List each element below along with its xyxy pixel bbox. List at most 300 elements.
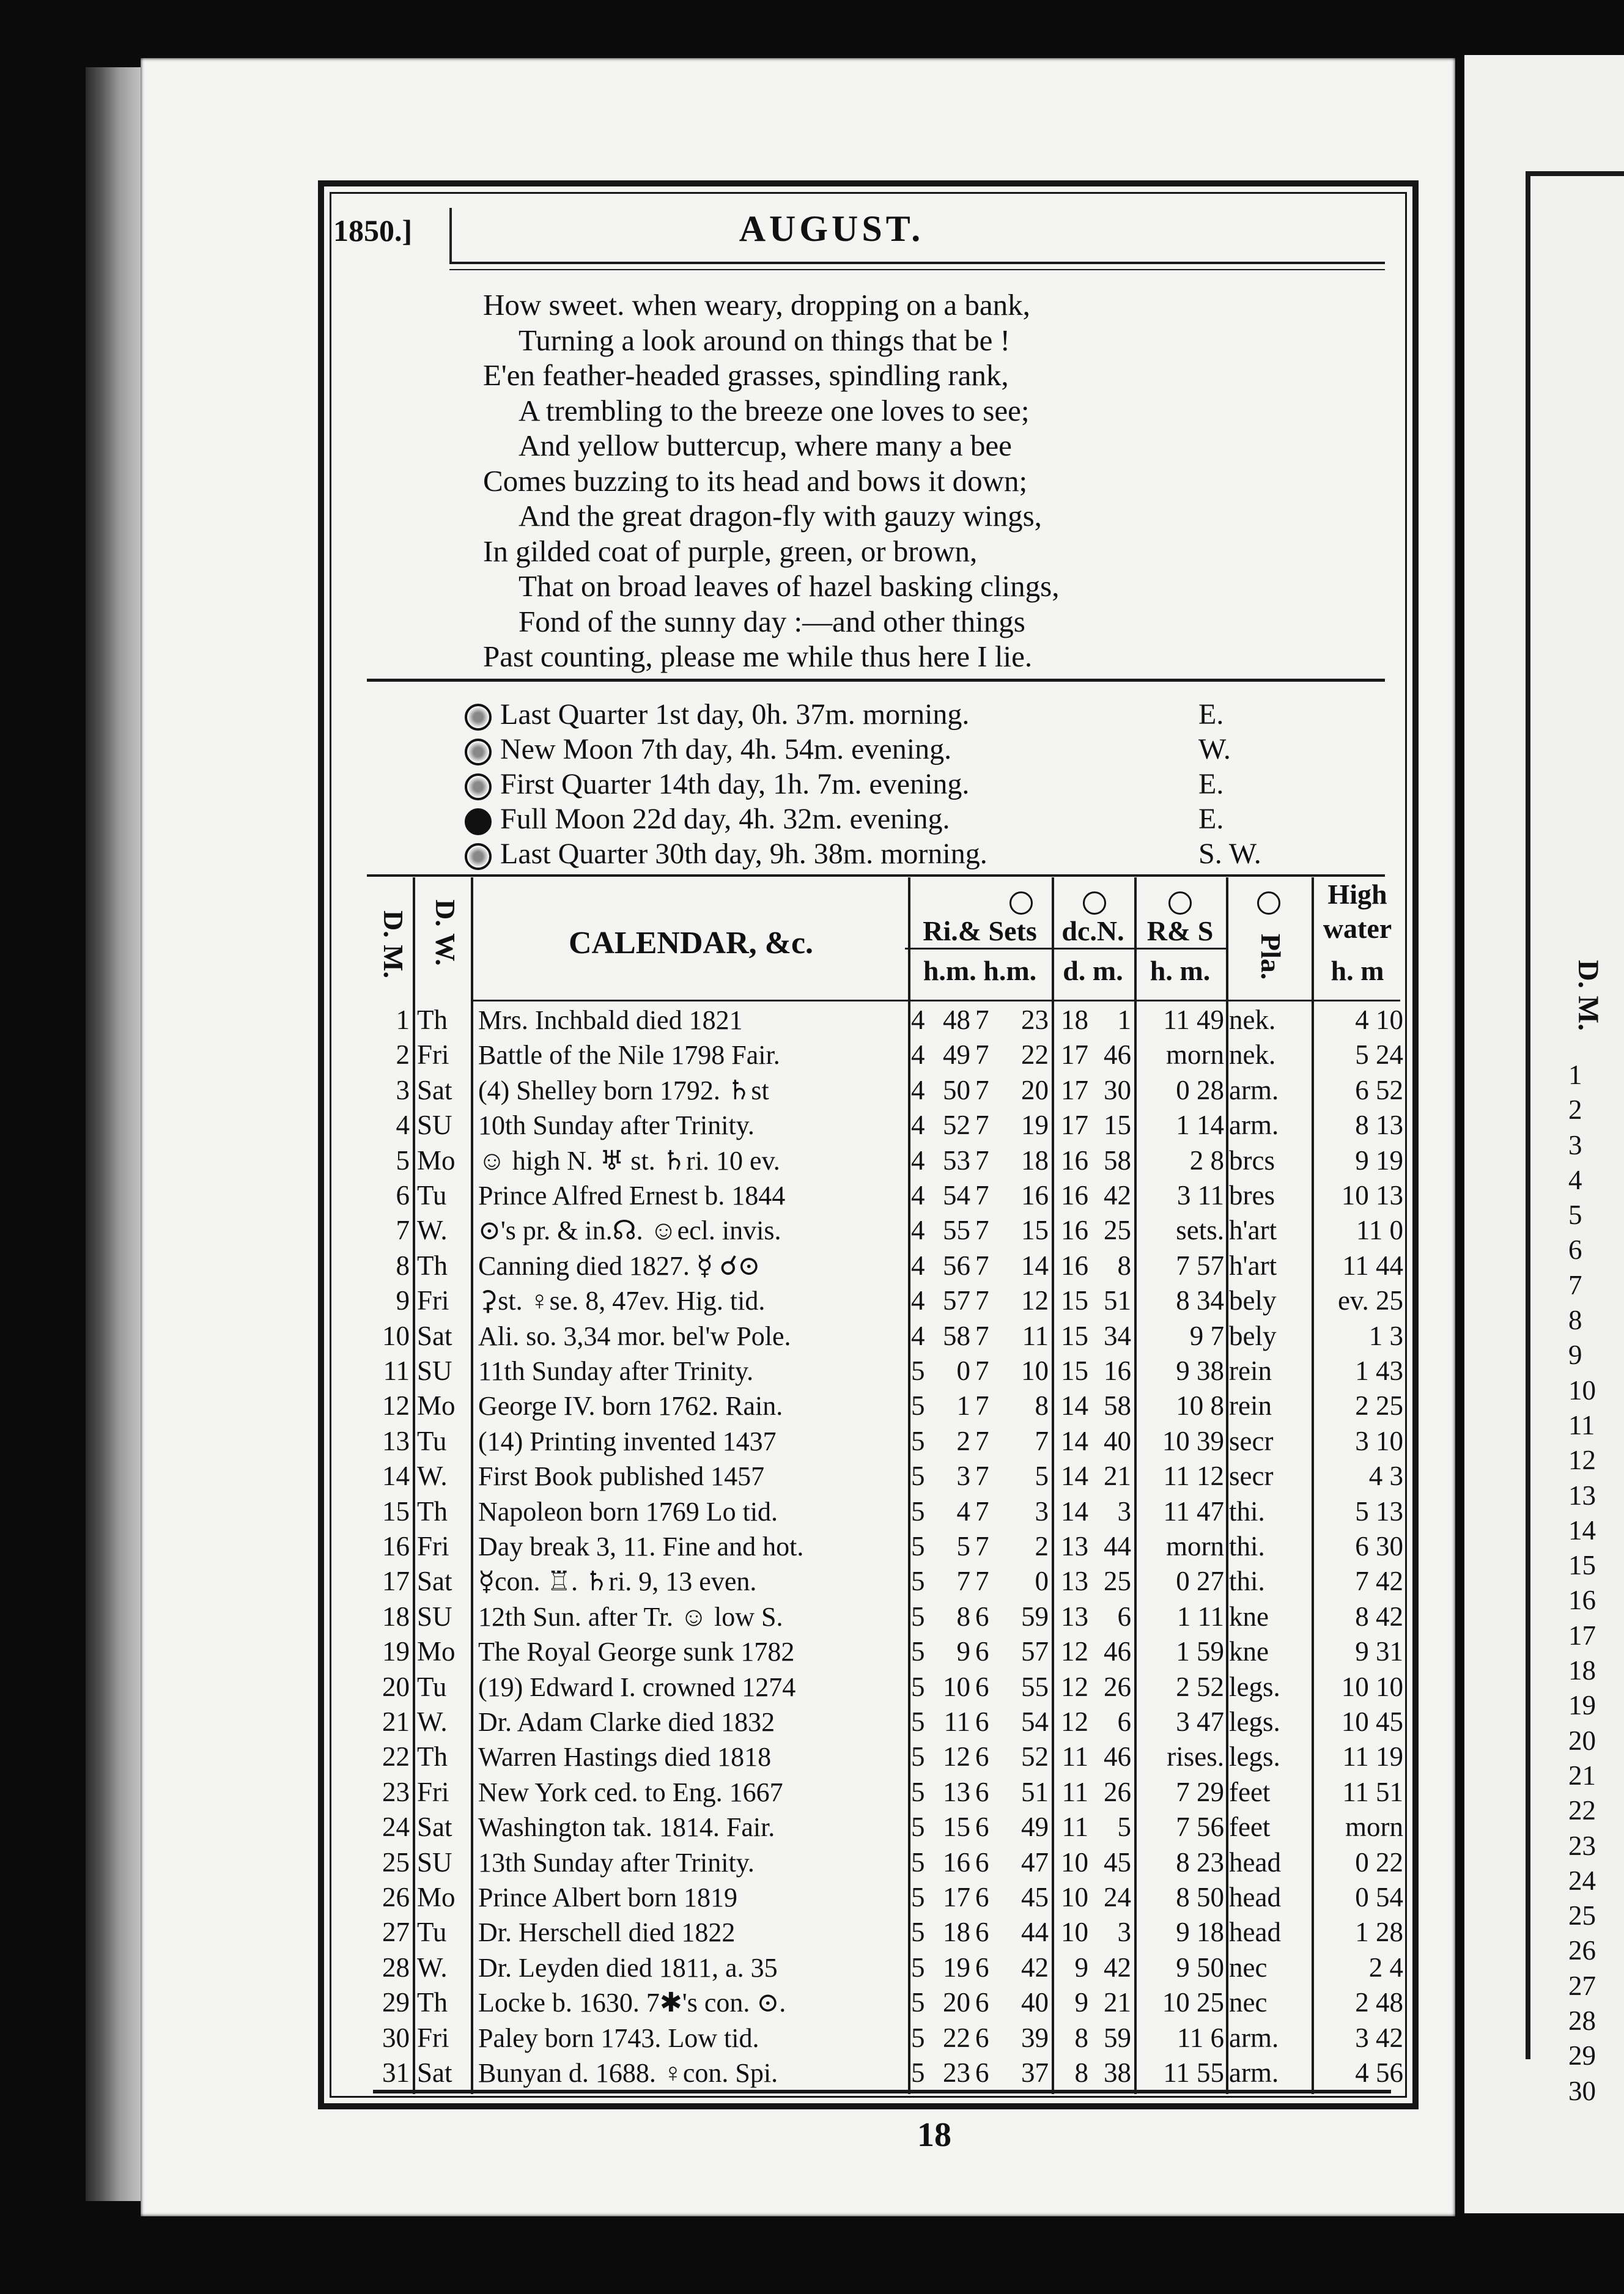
cell-sunset-hour: 6 xyxy=(975,1917,989,1948)
cell-moon-rise-set: 10 39 xyxy=(1162,1425,1224,1456)
cell-day-of-month: 29 xyxy=(382,1987,410,2018)
cell-high-water: 10 45 xyxy=(1341,1706,1403,1737)
cell-declination-degrees: 16 xyxy=(1061,1250,1088,1281)
cell-moon-rise-set: 9 50 xyxy=(1176,1952,1224,1983)
cell-sunrise-hour: 4 xyxy=(911,1180,925,1211)
table-row xyxy=(373,1354,1449,1389)
cell-declination-degrees: 13 xyxy=(1061,1566,1088,1597)
cell-declination-minutes: 44 xyxy=(1104,1531,1131,1562)
cell-day-of-month: 15 xyxy=(382,1496,410,1527)
cell-sunset-hour: 6 xyxy=(975,1671,989,1702)
moon-phase-direction: W. xyxy=(1198,733,1231,765)
cell-day-of-week: Fri xyxy=(417,1531,449,1562)
cell-event: First Book published 1457 xyxy=(478,1461,765,1492)
table-bottom-rule xyxy=(373,2090,1391,2093)
cell-high-water: 2 25 xyxy=(1355,1390,1403,1422)
cell-event: Napoleon born 1769 Lo tid. xyxy=(478,1496,778,1527)
cell-declination-degrees: 14 xyxy=(1061,1496,1088,1527)
cell-sunset-minute: 22 xyxy=(1021,1039,1049,1071)
cell-moon-rise-set: 10 25 xyxy=(1162,1987,1224,2018)
cell-event: 13th Sunday after Trinity. xyxy=(478,1847,755,1878)
cell-sunset-hour: 7 xyxy=(975,1074,989,1105)
cell-declination-degrees: 15 xyxy=(1061,1320,1088,1351)
phases-rule xyxy=(367,874,1385,877)
cell-sunrise-hour: 5 xyxy=(911,1636,925,1667)
cell-moon-place: h'art xyxy=(1229,1250,1277,1281)
cell-sunset-minute: 51 xyxy=(1021,1776,1049,1807)
poem-line: That on broad leaves of hazel basking clings, xyxy=(519,569,1060,603)
cell-declination-minutes: 6 xyxy=(1117,1601,1131,1632)
cell-declination-degrees: 10 xyxy=(1061,1882,1088,1912)
cell-sunset-hour: 7 xyxy=(975,1285,989,1316)
cell-sunrise-hour: 5 xyxy=(911,2022,925,2053)
header-sun-hm: h.m. h.m. xyxy=(923,955,1037,986)
table-row xyxy=(373,1775,1449,1810)
cell-day-of-month: 20 xyxy=(382,1671,410,1702)
cell-high-water: morn xyxy=(1345,1812,1403,1843)
sun-icon xyxy=(1003,883,1039,918)
poem-line: Turning a look around on things that be ! xyxy=(519,323,1010,357)
cell-day-of-week: Th xyxy=(417,1496,448,1527)
new-moon-icon xyxy=(465,739,492,765)
cell-sunrise-minute: 48 xyxy=(943,1005,970,1035)
cell-high-water: 2 4 xyxy=(1368,1952,1403,1983)
cell-declination-minutes: 26 xyxy=(1104,1776,1131,1807)
table-row xyxy=(373,1319,1449,1354)
cell-declination-minutes: 30 xyxy=(1104,1074,1131,1105)
cell-moon-rise-set: 8 50 xyxy=(1176,1882,1224,1912)
first-quarter-moon-icon xyxy=(465,773,492,800)
facing-page-day-number: 28 xyxy=(1568,2005,1596,2037)
cell-sunrise-minute: 49 xyxy=(943,1039,970,1071)
moon-phase-text: First Quarter 14th day, 1h. 7m. evening. xyxy=(500,768,970,800)
cell-event: (14) Printing invented 1437 xyxy=(478,1426,777,1456)
facing-page-day-number: 3 xyxy=(1568,1129,1582,1160)
facing-page-day-number: 4 xyxy=(1568,1164,1582,1195)
cell-sunset-minute: 14 xyxy=(1021,1250,1049,1281)
cell-day-of-week: Sat xyxy=(417,1812,452,1843)
cell-sunset-minute: 20 xyxy=(1021,1074,1049,1105)
moon-phase-direction: E. xyxy=(1198,768,1224,800)
table-row xyxy=(373,1389,1449,1423)
cell-declination-minutes: 24 xyxy=(1104,1882,1131,1912)
cell-moon-place: nec xyxy=(1229,1952,1268,1983)
cell-declination-minutes: 21 xyxy=(1104,1461,1131,1492)
cell-event: Dr. Herschell died 1822 xyxy=(478,1917,736,1948)
cell-high-water: 1 43 xyxy=(1355,1355,1403,1386)
cell-declination-minutes: 38 xyxy=(1104,2057,1131,2088)
table-row xyxy=(373,1459,1449,1494)
cell-sunrise-minute: 3 xyxy=(956,1461,970,1492)
cell-day-of-month: 22 xyxy=(382,1741,410,1772)
cell-sunset-minute: 18 xyxy=(1021,1145,1049,1176)
cell-day-of-week: Sat xyxy=(417,2057,452,2088)
facing-page-day-number: 18 xyxy=(1568,1655,1596,1686)
cell-high-water: 11 19 xyxy=(1342,1741,1403,1772)
cell-sunset-hour: 6 xyxy=(975,1601,989,1632)
cell-day-of-month: 10 xyxy=(382,1320,410,1351)
table-row xyxy=(373,1424,1449,1459)
header-declination: dc.N. xyxy=(1061,915,1124,946)
table-row xyxy=(373,1880,1449,1915)
cell-sunrise-minute: 22 xyxy=(943,2022,970,2053)
cell-sunrise-hour: 5 xyxy=(911,1917,925,1948)
page-number: 18 xyxy=(917,2116,951,2154)
facing-page-day-number: 7 xyxy=(1568,1269,1582,1300)
cell-sunrise-minute: 56 xyxy=(943,1250,970,1281)
header-sun-rises-sets: Ri.& Sets xyxy=(923,915,1037,946)
table-row xyxy=(373,1599,1449,1634)
cell-high-water: 1 28 xyxy=(1355,1917,1403,1948)
book-spine-edge xyxy=(86,67,147,2201)
cell-moon-rise-set: 9 38 xyxy=(1176,1355,1224,1386)
cell-event: Canning died 1827. ☿ ☌⊙ xyxy=(478,1250,761,1281)
cell-declination-degrees: 8 xyxy=(1074,2057,1088,2088)
cell-moon-place: head xyxy=(1229,1846,1281,1878)
moon-phases xyxy=(465,697,1321,871)
month-title: AUGUST. xyxy=(739,208,925,249)
cell-sunset-hour: 7 xyxy=(975,1531,989,1562)
cell-moon-place: thi. xyxy=(1229,1531,1265,1562)
cell-sunset-minute: 23 xyxy=(1021,1005,1049,1035)
moon-phase-text: New Moon 7th day, 4h. 54m. evening. xyxy=(500,733,952,765)
cell-event: Paley born 1743. Low tid. xyxy=(478,2023,759,2053)
moon-phase-direction: E. xyxy=(1198,698,1224,731)
cell-sunset-hour: 6 xyxy=(975,1952,989,1983)
cell-declination-degrees: 16 xyxy=(1061,1215,1088,1246)
cell-event: Dr. Leyden died 1811, a. 35 xyxy=(478,1952,778,1983)
cell-day-of-month: 17 xyxy=(382,1566,410,1597)
cell-sunrise-hour: 5 xyxy=(911,1952,925,1983)
cell-sunrise-hour: 4 xyxy=(911,1320,925,1351)
cell-sunset-hour: 7 xyxy=(975,1425,989,1456)
facing-page-dm-header: D. M. xyxy=(1572,960,1604,1031)
header-rule xyxy=(449,262,1385,264)
moon-icon xyxy=(1162,883,1198,918)
cell-high-water: 0 54 xyxy=(1355,1882,1403,1912)
cell-moon-place: secr xyxy=(1229,1425,1274,1456)
cell-sunset-hour: 6 xyxy=(975,1741,989,1772)
cell-high-water: 9 19 xyxy=(1355,1145,1403,1176)
cell-moon-place: arm. xyxy=(1229,1074,1279,1105)
cell-moon-place: legs. xyxy=(1229,1706,1280,1737)
cell-sunrise-minute: 57 xyxy=(943,1285,970,1316)
cell-sunrise-minute: 5 xyxy=(956,1531,970,1562)
cell-sunrise-hour: 5 xyxy=(911,1776,925,1807)
cell-declination-minutes: 45 xyxy=(1104,1846,1131,1878)
cell-sunset-minute: 7 xyxy=(1035,1425,1049,1456)
cell-day-of-month: 4 xyxy=(396,1110,410,1141)
cell-high-water: 8 42 xyxy=(1355,1601,1403,1632)
cell-sunset-minute: 42 xyxy=(1021,1952,1049,1983)
facing-page-day-number: 12 xyxy=(1568,1445,1596,1476)
table-row xyxy=(373,1283,1449,1318)
cell-moon-place: kne xyxy=(1229,1636,1269,1667)
cell-sunrise-hour: 5 xyxy=(911,2057,925,2088)
poem-line: Fond of the sunny day :—and other things xyxy=(519,604,1025,638)
cell-moon-place: arm. xyxy=(1229,1110,1279,1141)
cell-sunrise-hour: 5 xyxy=(911,1706,925,1737)
cell-moon-place: feet xyxy=(1229,1776,1271,1807)
cell-sunrise-minute: 18 xyxy=(943,1917,970,1948)
facing-page-day-number: 24 xyxy=(1568,1865,1596,1896)
header-high-water-hm: h. m xyxy=(1331,955,1384,986)
poem-line: And yellow buttercup, where many a bee xyxy=(519,429,1012,462)
cell-day-of-week: Fri xyxy=(417,1776,449,1807)
cell-declination-minutes: 26 xyxy=(1104,1671,1131,1702)
moon-place-icon xyxy=(1250,883,1287,918)
cell-sunrise-hour: 5 xyxy=(911,1425,925,1456)
cell-sunset-minute: 15 xyxy=(1021,1215,1049,1246)
table-row xyxy=(373,1213,1449,1248)
cell-day-of-month: 19 xyxy=(382,1636,410,1667)
cell-sunset-minute: 10 xyxy=(1021,1355,1049,1386)
cell-sunset-minute: 5 xyxy=(1035,1461,1049,1492)
cell-sunrise-hour: 5 xyxy=(911,1812,925,1843)
cell-sunrise-hour: 5 xyxy=(911,1390,925,1422)
cell-day-of-week: Sat xyxy=(417,1074,452,1105)
cell-sunset-minute: 44 xyxy=(1021,1917,1049,1948)
cell-high-water: 3 42 xyxy=(1355,2022,1403,2053)
cell-moon-rise-set: 1 11 xyxy=(1176,1601,1224,1632)
poem-line: Past counting, please me while thus here I lie. xyxy=(483,640,1033,673)
cell-event: Mrs. Inchbald died 1821 xyxy=(478,1005,743,1035)
cell-sunset-minute: 2 xyxy=(1035,1531,1049,1562)
cell-sunset-hour: 7 xyxy=(975,1215,989,1246)
cell-day-of-week: W. xyxy=(417,1461,448,1492)
cell-moon-rise-set: 3 11 xyxy=(1176,1180,1224,1211)
header-bottom-rule xyxy=(471,1000,1400,1001)
table-row xyxy=(373,1003,1449,1038)
cell-sunrise-minute: 15 xyxy=(943,1812,970,1843)
cell-sunset-minute: 16 xyxy=(1021,1180,1049,1211)
cell-moon-rise-set: morn xyxy=(1166,1531,1224,1562)
cell-day-of-week: Tu xyxy=(417,1671,447,1702)
table-row xyxy=(373,1529,1449,1564)
poem-line: How sweet. when weary, dropping on a bank, xyxy=(483,288,1030,322)
cell-moon-place: bely xyxy=(1229,1285,1277,1316)
cell-day-of-month: 31 xyxy=(382,2057,410,2088)
cell-day-of-month: 5 xyxy=(396,1145,410,1176)
facing-page-day-number: 20 xyxy=(1568,1725,1596,1756)
cell-day-of-month: 3 xyxy=(396,1074,410,1105)
last-quarter-moon-icon xyxy=(465,704,492,731)
cell-sunrise-minute: 54 xyxy=(943,1180,970,1211)
cell-sunset-minute: 0 xyxy=(1035,1566,1049,1597)
cell-declination-minutes: 6 xyxy=(1117,1706,1131,1737)
cell-high-water: 11 51 xyxy=(1342,1776,1403,1807)
cell-declination-degrees: 15 xyxy=(1061,1285,1088,1316)
cell-moon-rise-set: 9 7 xyxy=(1189,1320,1224,1351)
cell-day-of-week: SU xyxy=(417,1846,452,1878)
cell-day-of-month: 7 xyxy=(396,1215,410,1246)
header-calendar: CALENDAR, &c. xyxy=(568,926,814,961)
cell-sunrise-minute: 17 xyxy=(943,1882,970,1912)
poem-rule xyxy=(367,679,1385,682)
cell-sunset-hour: 6 xyxy=(975,1812,989,1843)
cell-sunset-minute: 45 xyxy=(1021,1882,1049,1912)
cell-sunrise-hour: 5 xyxy=(911,1741,925,1772)
cell-sunset-minute: 39 xyxy=(1021,2022,1049,2053)
cell-event: George IV. born 1762. Rain. xyxy=(478,1391,783,1422)
cell-sunset-hour: 7 xyxy=(975,1005,989,1035)
cell-moon-place: thi. xyxy=(1229,1496,1265,1527)
cell-moon-rise-set: 11 47 xyxy=(1163,1496,1224,1527)
cell-declination-minutes: 5 xyxy=(1117,1812,1131,1843)
cell-moon-rise-set: 7 57 xyxy=(1176,1250,1224,1281)
cell-day-of-week: W. xyxy=(417,1952,448,1983)
cell-moon-place: bely xyxy=(1229,1320,1277,1351)
cell-declination-minutes: 3 xyxy=(1117,1496,1131,1527)
cell-sunset-minute: 8 xyxy=(1035,1390,1049,1422)
cell-day-of-week: Sat xyxy=(417,1320,452,1351)
cell-sunrise-hour: 4 xyxy=(911,1110,925,1141)
table-row xyxy=(373,1739,1449,1774)
cell-high-water: 7 42 xyxy=(1355,1566,1403,1597)
cell-day-of-week: SU xyxy=(417,1355,452,1386)
cell-moon-rise-set: 10 8 xyxy=(1176,1390,1224,1422)
cell-sunset-hour: 7 xyxy=(975,1180,989,1211)
cell-declination-degrees: 16 xyxy=(1061,1180,1088,1211)
moon-phase-entry xyxy=(465,732,1321,767)
cell-moon-place: head xyxy=(1229,1882,1281,1912)
header-declination-dm: d. m. xyxy=(1063,955,1123,986)
cell-declination-degrees: 13 xyxy=(1061,1531,1088,1562)
cell-sunrise-minute: 12 xyxy=(943,1741,970,1772)
cell-event: Battle of the Nile 1798 Fair. xyxy=(478,1040,780,1071)
cell-declination-minutes: 34 xyxy=(1104,1320,1131,1351)
facing-page-day-number: 29 xyxy=(1568,2040,1596,2071)
cell-high-water: 6 30 xyxy=(1355,1531,1403,1562)
cell-event: Ali. so. 3,34 mor. bel'w Pole. xyxy=(478,1321,791,1351)
cell-declination-degrees: 18 xyxy=(1061,1005,1088,1035)
cell-declination-degrees: 12 xyxy=(1061,1671,1088,1702)
header-day-of-month: D. M. xyxy=(378,910,409,979)
cell-declination-minutes: 59 xyxy=(1104,2022,1131,2053)
moon-phase-entry xyxy=(465,836,1321,871)
cell-day-of-week: Th xyxy=(417,1005,448,1035)
cell-sunset-minute: 52 xyxy=(1021,1741,1049,1772)
cell-sunset-hour: 7 xyxy=(975,1390,989,1422)
cell-sunrise-hour: 5 xyxy=(911,1846,925,1878)
year-divider xyxy=(449,208,452,263)
cell-day-of-month: 25 xyxy=(382,1846,410,1878)
cell-high-water: 10 13 xyxy=(1341,1180,1403,1211)
cell-declination-minutes: 58 xyxy=(1104,1145,1131,1176)
cell-moon-place: h'art xyxy=(1229,1215,1277,1246)
cell-event: (4) Shelley born 1792. ♄st xyxy=(478,1075,769,1105)
cell-day-of-month: 18 xyxy=(382,1601,410,1632)
cell-sunrise-hour: 5 xyxy=(911,1355,925,1386)
cell-sunrise-hour: 4 xyxy=(911,1250,925,1281)
cell-moon-place: nec xyxy=(1229,1987,1268,2018)
cell-moon-place: arm. xyxy=(1229,2057,1279,2088)
cell-day-of-week: Mo xyxy=(417,1882,456,1912)
cell-declination-minutes: 51 xyxy=(1104,1285,1131,1316)
cell-sunset-minute: 55 xyxy=(1021,1671,1049,1702)
cell-day-of-month: 28 xyxy=(382,1952,410,1983)
table-row xyxy=(373,1248,1449,1283)
cell-high-water: 6 52 xyxy=(1355,1074,1403,1105)
cell-sunset-minute: 47 xyxy=(1021,1846,1049,1878)
cell-moon-place: head xyxy=(1229,1917,1281,1948)
poem-line: And the great dragon-fly with gauzy wings, xyxy=(519,499,1042,533)
cell-sunrise-hour: 4 xyxy=(911,1285,925,1316)
cell-day-of-month: 13 xyxy=(382,1425,410,1456)
table-row xyxy=(373,1108,1449,1143)
header-moon-rises-sets: R& S xyxy=(1146,915,1214,946)
cell-day-of-month: 16 xyxy=(382,1531,410,1562)
cell-moon-rise-set: 8 34 xyxy=(1176,1285,1224,1316)
facing-page-day-number: 14 xyxy=(1568,1514,1596,1546)
cell-sunset-hour: 7 xyxy=(975,1355,989,1386)
cell-declination-minutes: 15 xyxy=(1104,1110,1131,1141)
table-row xyxy=(373,1634,1449,1669)
cell-sunrise-hour: 5 xyxy=(911,1671,925,1702)
cell-declination-degrees: 17 xyxy=(1061,1039,1088,1071)
cell-event: Day break 3, 11. Fine and hot. xyxy=(478,1532,804,1562)
header-moon-hm: h. m. xyxy=(1150,955,1211,986)
cell-high-water: 4 56 xyxy=(1355,2057,1403,2088)
moon-phase-text: Last Quarter 1st day, 0h. 37m. morning. xyxy=(500,698,970,731)
cell-moon-rise-set: 11 49 xyxy=(1163,1005,1224,1035)
cell-moon-place: brcs xyxy=(1229,1145,1275,1176)
cell-moon-place: bres xyxy=(1229,1180,1275,1211)
cell-declination-degrees: 8 xyxy=(1074,2022,1088,2053)
cell-day-of-week: SU xyxy=(417,1601,452,1632)
cell-day-of-month: 6 xyxy=(396,1180,410,1211)
cell-sunrise-minute: 2 xyxy=(956,1425,970,1456)
moon-phase-text: Last Quarter 30th day, 9h. 38m. morning. xyxy=(500,838,987,870)
cell-sunrise-hour: 5 xyxy=(911,1461,925,1492)
cell-sunrise-minute: 50 xyxy=(943,1074,970,1105)
cell-declination-minutes: 58 xyxy=(1104,1390,1131,1422)
cell-declination-degrees: 10 xyxy=(1061,1917,1088,1948)
cell-sunset-hour: 6 xyxy=(975,1636,989,1667)
cell-sunrise-minute: 10 xyxy=(943,1671,970,1702)
cell-high-water: 4 3 xyxy=(1368,1461,1403,1492)
poem-line: Comes buzzing to its head and bows it down; xyxy=(483,463,1028,498)
cell-day-of-week: Fri xyxy=(417,2022,449,2053)
cell-day-of-week: Th xyxy=(417,1250,448,1281)
moon-phase-entry xyxy=(465,802,1321,836)
cell-moon-rise-set: 11 55 xyxy=(1163,2057,1224,2088)
cell-day-of-month: 2 xyxy=(396,1039,410,1071)
cell-declination-degrees: 15 xyxy=(1061,1355,1088,1386)
facing-page-day-number: 6 xyxy=(1568,1234,1582,1266)
cell-sunrise-hour: 4 xyxy=(911,1215,925,1246)
cell-declination-degrees: 17 xyxy=(1061,1110,1088,1141)
moon-phase-text: Full Moon 22d day, 4h. 32m. evening. xyxy=(500,803,950,835)
calendar-table xyxy=(373,877,1449,2094)
table-row xyxy=(373,1178,1449,1213)
facing-page-day-number: 26 xyxy=(1568,1935,1596,1966)
cell-sunrise-minute: 20 xyxy=(943,1987,970,2018)
cell-sunset-minute: 57 xyxy=(1021,1636,1049,1667)
cell-event: New York ced. to Eng. 1667 xyxy=(478,1777,783,1807)
cell-high-water: ev. 25 xyxy=(1337,1285,1403,1316)
cell-sunset-hour: 7 xyxy=(975,1496,989,1527)
cell-sunset-minute: 3 xyxy=(1035,1496,1049,1527)
cell-day-of-week: Mo xyxy=(417,1390,456,1422)
cell-sunset-hour: 6 xyxy=(975,1706,989,1737)
cell-declination-minutes: 1 xyxy=(1117,1005,1131,1035)
moon-phase-direction: S. W. xyxy=(1198,838,1261,870)
cell-day-of-month: 23 xyxy=(382,1776,410,1807)
cell-sunrise-minute: 23 xyxy=(943,2057,970,2088)
cell-high-water: 0 22 xyxy=(1355,1846,1403,1878)
cell-declination-minutes: 8 xyxy=(1117,1250,1131,1281)
